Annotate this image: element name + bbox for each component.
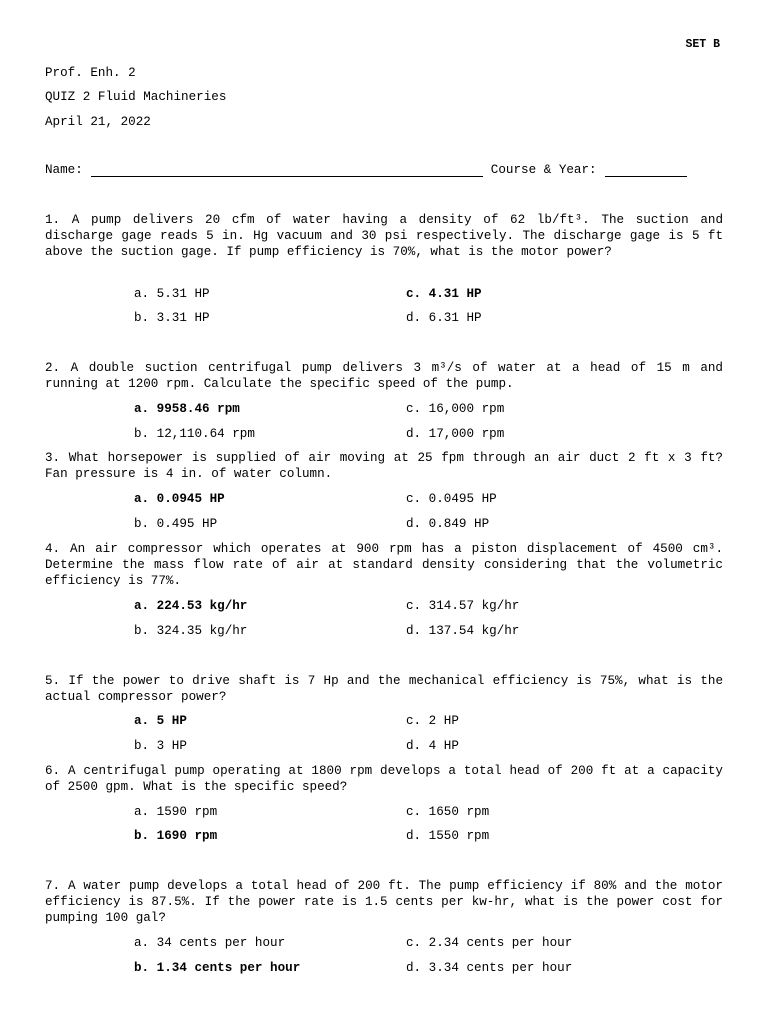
q2-option-b: b. 12,110.64 rpm [134,427,255,441]
q2-option-c: c. 16,000 rpm [406,402,505,416]
quiz-date: April 21, 2022 [45,115,151,129]
q6-option-a: a. 1590 rpm [134,805,218,819]
q7-option-d: d. 3.34 cents per hour [406,961,573,975]
question-5: 5. If the power to drive shaft is 7 Hp and the mechanical efficiency is 75%, what is the actual compressor power? [45,674,723,705]
course-year-blank[interactable] [605,165,687,177]
question-4: 4. An air compressor which operates at 900 rpm has a piston displacement of 4500 cm³. Determine the mass flow rate of air at standard density considering that the volumetric efficiency is 77%. [45,542,723,589]
q4-option-a: a. 224.53 kg/hr [134,599,248,613]
q3-option-a: a. 0.0945 HP [134,492,225,506]
quiz-title: QUIZ 2 Fluid Machineries [45,90,227,104]
q6-option-c: c. 1650 rpm [406,805,490,819]
q7-option-b: b. 1.34 cents per hour [134,961,301,975]
q6-option-b: b. 1690 rpm [134,829,218,843]
q2-option-d: d. 17,000 rpm [406,427,505,441]
question-2: 2. A double suction centrifugal pump delivers 3 m³/s of water at a head of 15 m and running at 1200 rpm. Calculate the specific speed of the pump. [45,361,723,392]
name-label: Name: [45,163,83,177]
q7-option-a: a. 34 cents per hour [134,936,286,950]
q1-option-d: d. 6.31 HP [406,311,482,325]
q3-option-b: b. 0.495 HP [134,517,218,531]
q3-option-d: d. 0.849 HP [406,517,490,531]
set-label: SET B [685,38,720,51]
question-3: 3. What horsepower is supplied of air moving at 25 fpm through an air duct 2 ft x 3 ft? Fan pressure is 4 in. of water column. [45,451,723,482]
q5-option-c: c. 2 HP [406,714,459,728]
q4-option-d: d. 137.54 kg/hr [406,624,520,638]
q7-option-c: c. 2.34 cents per hour [406,936,573,950]
student-info-row [45,163,723,177]
q5-option-b: b. 3 HP [134,739,187,753]
q5-option-d: d. 4 HP [406,739,459,753]
q1-option-a: a. 5.31 HP [134,287,210,301]
q4-option-c: c. 314.57 kg/hr [406,599,520,613]
question-6: 6. A centrifugal pump operating at 1800 rpm develops a total head of 200 ft at a capacity of 2500 gpm. What is the specific speed? [45,764,723,795]
q1-option-b: b. 3.31 HP [134,311,210,325]
q2-option-a: a. 9958.46 rpm [134,402,240,416]
q5-option-a: a. 5 HP [134,714,187,728]
question-1: 1. A pump delivers 20 cfm of water having a density of 62 lb/ft³. The suction and discharge gage reads 5 in. Hg vacuum and 30 psi respectively. The discharge gage is 5 ft above the suction gage. If pump efficiency is 70%, what is the motor power? [45,213,723,260]
q4-option-b: b. 324.35 kg/hr [134,624,248,638]
q6-option-d: d. 1550 rpm [406,829,490,843]
name-blank[interactable] [91,165,483,177]
q1-option-c: c. 4.31 HP [406,287,482,301]
course-code: Prof. Enh. 2 [45,66,136,80]
course-year-label: Course & Year: [490,163,597,177]
q3-option-c: c. 0.0495 HP [406,492,497,506]
question-7: 7. A water pump develops a total head of 200 ft. The pump efficiency if 80% and the motor efficiency is 87.5%. If the power rate is 1.5 cents per kw-hr, what is the power cost for pumping 100 gal? [45,879,723,926]
